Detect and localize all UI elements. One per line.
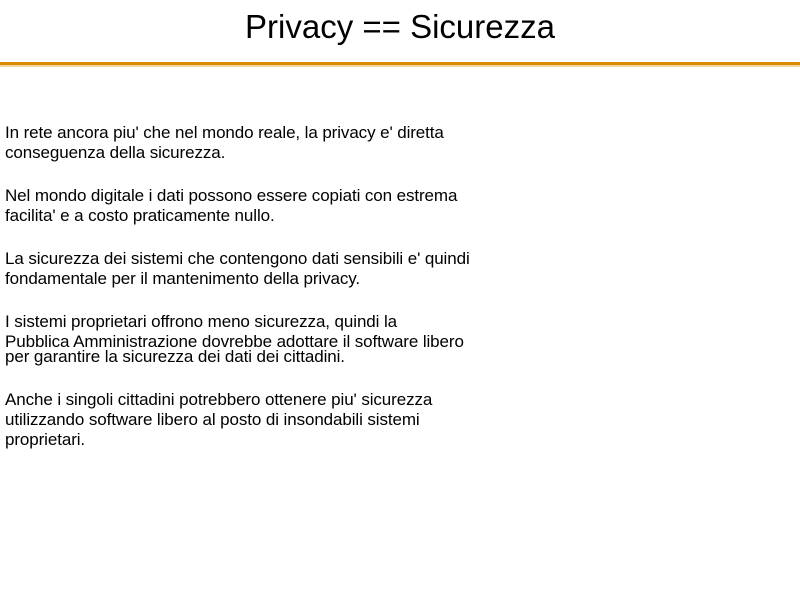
paragraph-line: I sistemi proprietari offrono meno sicurezza, quindi la [5,312,397,331]
paragraph-2 [5,186,545,226]
paragraph-line: proprietari. [5,430,86,449]
paragraph-line: utilizzando software libero al posto di insondabili sistemi [5,410,420,429]
paragraph-line: Pubblica Amministrazione dovrebbe adottare il software libero [5,332,464,351]
paragraph-line: fondamentale per il mantenimento della privacy. [5,269,361,288]
paragraph-1 [5,123,545,163]
slide-title: Privacy == Sicurezza [245,8,555,45]
paragraph-line: Anche i singoli cittadini potrebbero ottenere piu' sicurezza [5,390,433,409]
paragraph-line: per garantire la sicurezza dei dati dei cittadini. [5,347,345,366]
paragraph-line: In rete ancora piu' che nel mondo reale, la privacy e' diretta [5,123,444,142]
paragraph-4 [5,312,545,367]
paragraph-3 [5,249,545,289]
title-divider-shadow [0,65,800,67]
paragraph-line: conseguenza della sicurezza. [5,143,226,162]
paragraph-5 [5,390,545,450]
paragraph-line: La sicurezza dei sistemi che contengono dati sensibili e' quindi [5,249,470,268]
paragraph-line: Nel mondo digitale i dati possono essere copiati con estrema [5,186,458,205]
slide-body [5,123,545,473]
paragraph-line: facilita' e a costo praticamente nullo. [5,206,275,225]
